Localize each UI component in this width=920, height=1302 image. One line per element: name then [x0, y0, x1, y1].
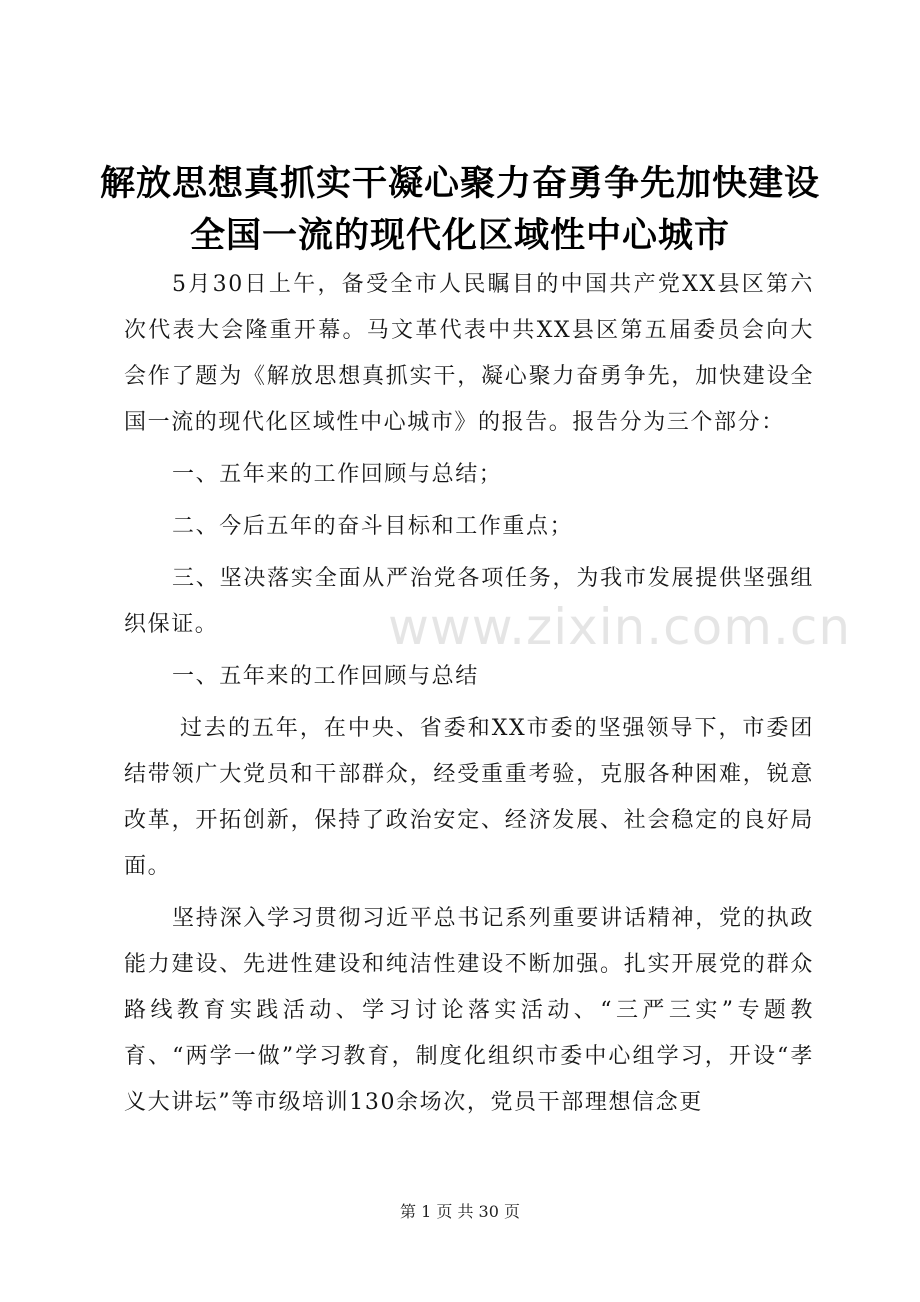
- section-heading-1: 一、五年来的工作回顾与总结: [172, 664, 479, 689]
- page-footer: 第 1 页 共 30 页: [400, 1202, 520, 1221]
- document-title-line-2: 全国一流的现代化区域性中心城市: [189, 216, 730, 256]
- paragraph-outline-2: 二、今后五年的奋斗目标和工作重点；: [172, 514, 574, 539]
- paragraph-intro: 5月30日上午，备受全市人民瞩目的中国共产党XX县区第六次代表大会隆重开幕。马文革代表中共XX县区第五届委员会向大会作了题为《解放思想真抓实干，凝心聚力奋勇争先，加快建设全国一流的现代化区域性中心城市》的报告。报告分为三个部分：: [124, 272, 814, 435]
- paragraph-outline-1: 一、五年来的工作回顾与总结；: [172, 462, 503, 487]
- document-title-line-1: 解放思想真抓实干凝心聚力奋勇争先加快建设: [100, 164, 821, 204]
- paragraph-party-building: 坚持深入学习贯彻习近平总书记系列重要讲话精神，党的执政能力建设、先进性建设和纯洁性建设不断加强。扎实开展党的群众路线教育实践活动、学习讨论落实活动、“三严三实”专题教育、“两学一做”学习教育，制度化组织市委中心组学习，开设“孝义大讲坛”等市级培训130余场次，党员干部理想信念更: [124, 906, 814, 1115]
- document-body: [124, 262, 814, 1126]
- watermark-text: www.zixin.com.cn: [388, 598, 852, 656]
- paragraph-outline-3: 三、坚决落实全面从严治党各项任务，为我市发展提供坚强组织保证。: [124, 566, 814, 637]
- paragraph-review: 过去的五年，在中央、省委和XX市委的坚强领导下，市委团结带领广大党员和干部群众，经受重重考验，克服各种困难，锐意改革，开拓创新，保持了政治安定、经济发展、社会稳定的良好局面。: [124, 716, 814, 879]
